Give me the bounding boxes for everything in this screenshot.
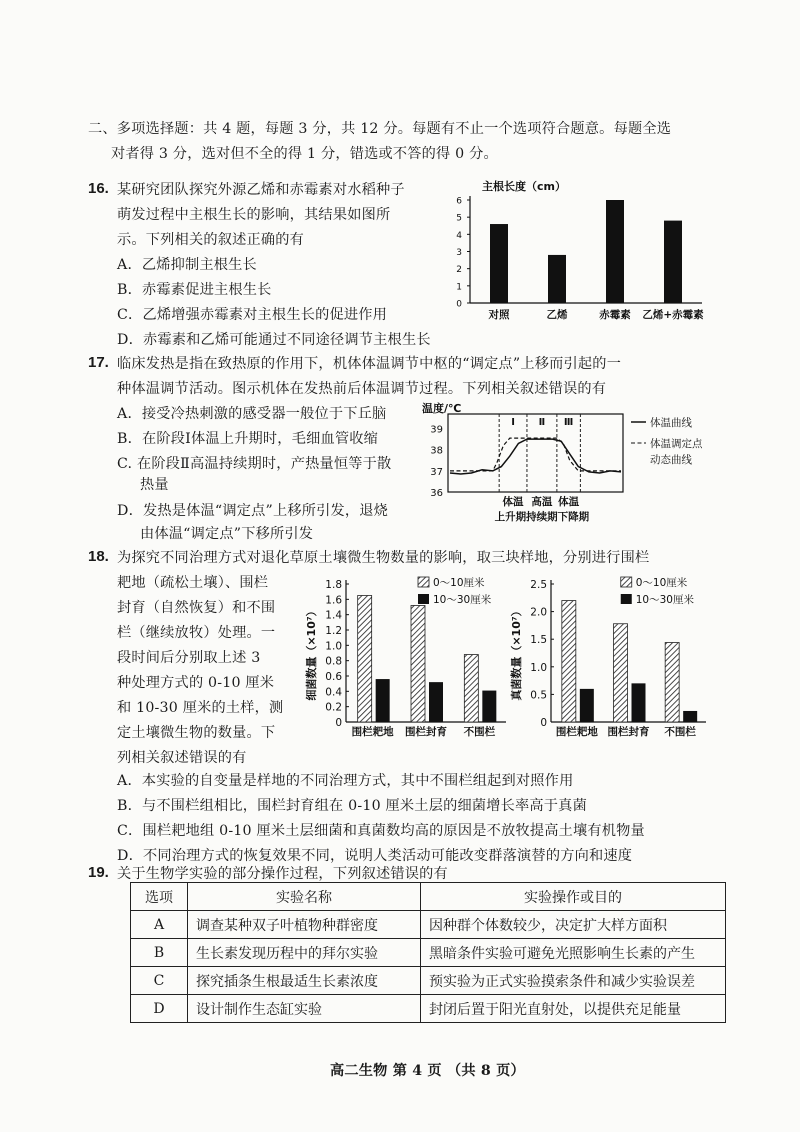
q18-stem-line: 封育（自然恢复）和不围 (117, 600, 276, 616)
table-cell: 黑暗条件实验可避免光照影响生长素的产生 (421, 939, 726, 967)
q18-stem-line: 为探究不同治理方式对退化草原土壤微生物数量的影响，取三块样地，分别进行围栏 (117, 550, 650, 566)
chart-y-tick-label: 1.0 (325, 640, 342, 653)
table-row (131, 939, 726, 967)
chart-x-tick-label: 不围栏 (463, 726, 496, 738)
experiment-table (130, 882, 726, 1023)
chart-y-tick-label: 1.2 (325, 625, 342, 637)
chart-bar (606, 200, 624, 303)
legend-swatch-solid (418, 594, 429, 604)
chart-y-tick-label: 0.8 (325, 655, 342, 668)
chart-y-label: 温度/℃ (422, 402, 462, 415)
body-temperature-curve (450, 439, 621, 474)
chart-y-tick-label: 6 (456, 196, 462, 207)
q17-number: 17. (88, 354, 109, 371)
chart-x-tick-label: 对照 (488, 309, 510, 321)
q18-stem-line: 段时间后分别取上述 3 (117, 650, 261, 666)
q16-number: 16. (88, 180, 109, 197)
legend-label: 0～10厘米 (635, 577, 688, 589)
table-cell: 调查某种双子叶植物种群密度 (188, 911, 421, 939)
chart-bar (548, 255, 566, 303)
chart-bar (358, 596, 372, 723)
legend-label: 体温调定点 (650, 438, 703, 450)
chart-bar (464, 655, 478, 722)
chart-y-tick-label: 38 (430, 445, 443, 457)
chart-y-label: 主根长度（cm） (482, 180, 566, 193)
chart-y-tick-label: 4 (456, 230, 462, 241)
legend-label: 动态曲线 (650, 454, 692, 466)
chart-y-tick-label: 1.4 (325, 609, 342, 622)
q18-stem-line: 种处理方式的 0-10 厘米 (117, 675, 275, 691)
chart-y-tick-label: 0 (335, 717, 342, 729)
chart-x-tick-label: 赤霉素 (599, 309, 631, 321)
q16-stem-line: 示。下列相关的叙述正确的有 (117, 232, 305, 248)
q18-stem-line: 栏（继续放牧）处理。一 (117, 625, 276, 641)
q18-option-b: B．与不围栏组相比，围栏封育组在 0-10 厘米土层的细菌增长率高于真菌 (117, 798, 587, 814)
table-cell: 探究插条生根最适生长素浓度 (188, 967, 421, 995)
table-row (131, 911, 726, 939)
chart-bar (490, 224, 508, 303)
q18-stem-line: 耙地（疏松土壤）、围栏 (117, 575, 269, 591)
q17-option-d: D．发热是体温“调定点”上移所引发，退烧 (117, 503, 389, 519)
q18-number: 18. (88, 548, 109, 565)
q18-stem-line: 列相关叙述错误的有 (117, 750, 247, 766)
chart-x-label: 体温 (558, 496, 580, 508)
chart-y-label: 真菌数量（×10⁷） (510, 605, 523, 701)
table-cell: 预实验为正式实验摸索条件和减少实验误差 (421, 967, 726, 995)
chart-x-label: 高温 (531, 496, 553, 508)
table-cell: B (131, 939, 188, 967)
chart-x-tick-label: 不围栏 (664, 726, 696, 738)
section-heading-line1: 二、多项选择题：共 4 题，每题 3 分，共 12 分。每题有不止一个选项符合题意。每题全选 (88, 121, 672, 137)
chart-bar (482, 691, 496, 722)
body-temperature-chart (418, 400, 710, 530)
legend-label: 10～30厘米 (635, 594, 694, 606)
q17-option-b: B．在阶段Ⅰ体温上升期时，毛细血管收缩 (117, 431, 379, 447)
chart-stage-label: Ⅲ (563, 417, 574, 428)
chart-x-tick-label: 围栏耙地 (555, 726, 598, 738)
chart-y-tick-label: 2.5 (530, 579, 547, 591)
chart-bar (580, 689, 594, 722)
chart-y-tick-label: 0 (456, 299, 462, 310)
q18-option-c: C．围栏耙地组 0-10 厘米土层细菌和真菌数均高的原因是不放牧提高土壤有机物量 (117, 823, 645, 839)
legend-swatch-hatched (418, 577, 429, 587)
chart-bar (376, 679, 390, 722)
chart-y-tick-label: 1.5 (530, 634, 547, 647)
chart-y-tick-label: 1 (456, 282, 462, 293)
chart-y-tick-label: 3 (456, 248, 462, 258)
q16-option-c: C．乙烯增强赤霉素对主根生长的促进作用 (117, 307, 388, 323)
legend-swatch-hatched (621, 577, 632, 587)
chart-y-tick-label: 36 (430, 488, 443, 499)
chart-bar (664, 221, 682, 303)
q17-option-a: A．接受冷热刺激的感受器一般位于下丘脑 (117, 406, 387, 422)
chart-y-tick-label: 39 (430, 424, 443, 436)
chart-bar (665, 643, 679, 722)
table-cell: D (131, 995, 188, 1023)
chart-stage-label: Ⅰ (511, 417, 515, 428)
chart-y-label: 细菌数量（×10⁷） (305, 605, 318, 701)
chart-y-tick-label: 2 (456, 265, 462, 276)
q16-stem-line: 某研究团队探究外源乙烯和赤霉素对水稻种子 (117, 182, 405, 198)
chart-bar (683, 711, 697, 722)
table-cell: 设计制作生态缸实验 (188, 995, 421, 1023)
chart-y-tick-label: 1.8 (325, 579, 342, 591)
chart-y-tick-label: 0 (540, 717, 547, 729)
table-cell: 生长素发现历程中的拜尔实验 (188, 939, 421, 967)
chart-x-tick-label: 乙烯 (546, 309, 568, 321)
chart-x-tick-label: 围栏耙地 (351, 726, 394, 738)
table-cell: A (131, 911, 188, 939)
q19-number: 19. (88, 864, 109, 881)
q16-option-d: D．赤霉素和乙烯可能通过不同途径调节主根生长 (117, 332, 431, 348)
q17-option-d-cont: 由体温“调定点”下移所引发 (140, 526, 314, 542)
table-cell: C (131, 967, 188, 995)
table-row (131, 967, 726, 995)
root-length-chart (440, 178, 710, 328)
table-header-cell: 选项 (131, 883, 188, 911)
q16-stem-line: 萌发过程中主根生长的影响，其结果如图所 (117, 207, 391, 223)
q17-stem-line: 临床发热是指在致热原的作用下，机体体温调节中枢的“调定点”上移而引起的一 (117, 356, 622, 372)
q19-stem: 关于生物学实验的部分操作过程，下列叙述错误的有 (117, 866, 448, 882)
chart-y-tick-label: 1.0 (530, 661, 547, 674)
chart-y-tick-label: 0.6 (325, 671, 342, 683)
legend-swatch-solid (621, 594, 632, 604)
chart-y-tick-label: 1.6 (325, 594, 342, 607)
chart-plot-frame (448, 414, 623, 492)
chart-x-tick-label: 围栏封育 (405, 726, 447, 738)
q18-option-d: D．不同治理方式的恢复效果不同，说明人类活动可能改变群落演替的方向和速度 (117, 848, 633, 864)
q18-option-a: A．本实验的自变量是样地的不同治理方式，其中不围栏组起到对照作用 (117, 773, 574, 789)
chart-y-tick-label: 0.5 (530, 689, 547, 702)
chart-stage-label: Ⅱ (538, 417, 546, 428)
chart-x-label: 体温 (502, 496, 524, 508)
q17-stem-line: 种体温调节活动。图示机体在发热前后体温调节过程。下列相关叙述错误的有 (117, 381, 607, 397)
legend-label: 0～10厘米 (433, 577, 485, 589)
chart-y-tick-label: 0.4 (325, 686, 342, 699)
chart-bar (562, 601, 576, 722)
chart-x-tick-label: 围栏封育 (607, 726, 650, 738)
table-cell: 封闭后置于阳光直射处，以提供充足能量 (421, 995, 726, 1023)
chart-bar (429, 682, 443, 722)
chart-y-tick-label: 2.0 (530, 606, 547, 619)
fungi-count-chart (505, 572, 710, 750)
table-header-row (131, 883, 726, 911)
q16-option-b: B．赤霉素促进主根生长 (117, 282, 272, 298)
q18-stem-line: 和 10-30 厘米的土样，测 (117, 700, 284, 716)
table-header-cell: 实验名称 (188, 883, 421, 911)
q16-option-a: A．乙烯抑制主根生长 (117, 257, 257, 273)
legend-label: 体温曲线 (650, 417, 692, 429)
chart-y-tick-label: 37 (430, 466, 443, 478)
chart-bar (614, 624, 628, 722)
table-cell: 因种群个体数较少，决定扩大样方面积 (421, 911, 726, 939)
chart-bar (632, 683, 646, 722)
legend-label: 10～30厘米 (433, 594, 492, 606)
q17-option-c-cont: 热量 (140, 477, 169, 493)
chart-y-tick-label: 0.2 (325, 701, 342, 714)
chart-x-label: 上升期持续期下降期 (494, 511, 590, 523)
page-footer: 高二生物 第 4 页 （共 8 页） (330, 1063, 525, 1079)
q18-stem-line: 定土壤微生物的数量。下 (117, 725, 276, 741)
chart-y-tick-label: 5 (456, 213, 462, 224)
set-point-curve (450, 438, 621, 471)
bacteria-count-chart (300, 572, 510, 750)
table-header-cell: 实验操作或目的 (421, 883, 726, 911)
q17-option-c: C. 在阶段Ⅱ高温持续期时，产热量恒等于散 (117, 456, 392, 472)
table-row (131, 995, 726, 1023)
chart-bar (411, 605, 425, 722)
chart-x-tick-label: 乙烯+赤霉素 (642, 309, 704, 321)
section-heading-line2: 对者得 3 分，选对但不全的得 1 分，错选或不答的得 0 分。 (111, 146, 498, 162)
